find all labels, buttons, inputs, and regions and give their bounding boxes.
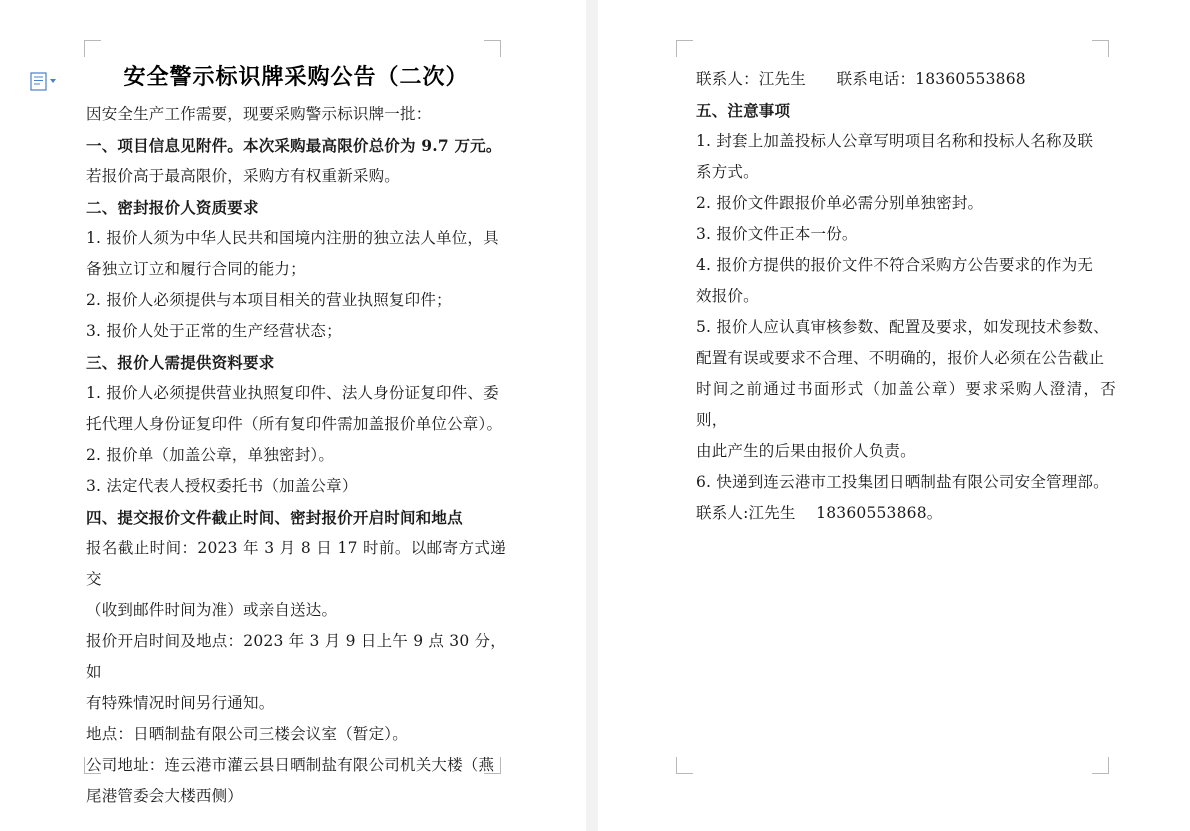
document-outline-icon bbox=[30, 72, 47, 91]
paragraph-line: 地点：日晒制盐有限公司三楼会议室（暂定）。 bbox=[86, 725, 408, 743]
chevron-down-icon bbox=[49, 77, 57, 85]
paragraph-line: 有特殊情况时间另行通知。 bbox=[86, 694, 275, 712]
paragraph-line: 3. 法定代表人授权委托书（加盖公章） bbox=[86, 477, 358, 495]
paragraph-line: 托代理人身份证复印件（所有复印件需加盖报价单位公章）。 bbox=[86, 415, 503, 433]
page-1-body bbox=[86, 99, 506, 812]
crop-mark-bottom-right bbox=[1092, 757, 1109, 774]
crop-mark-top-right bbox=[1092, 40, 1109, 57]
paragraph-line: 一、项目信息见附件。本次采购最高限价总价为 9.7 万元。 bbox=[86, 136, 502, 155]
paragraph-line: 5. 报价人应认真审核参数、配置及要求，如发现技术参数、 bbox=[696, 318, 1109, 336]
crop-mark-top-left bbox=[676, 40, 693, 57]
paragraph-line: 联系人：江先生 联系电话：18360553868 bbox=[696, 70, 1026, 88]
paragraph-line: 五、注意事项 bbox=[696, 101, 791, 120]
paragraph-line: 若报价高于最高限价，采购方有权重新采购。 bbox=[86, 167, 401, 185]
paragraph-line: （收到邮件时间为准）或亲自送达。 bbox=[86, 601, 338, 619]
paragraph-line: 报名截止时间：2023 年 3 月 8 日 17 时前。以邮寄方式递交 bbox=[86, 539, 506, 588]
crop-mark-top-right bbox=[484, 40, 501, 57]
paragraph-line: 1. 报价人须为中华人民共和国境内注册的独立法人单位，具 bbox=[86, 229, 499, 247]
paragraph-line: 效报价。 bbox=[696, 287, 759, 305]
crop-mark-top-left bbox=[84, 40, 101, 57]
paragraph-line: 四、提交报价文件截止时间、密封报价开启时间和地点 bbox=[86, 508, 463, 527]
document-badge[interactable] bbox=[30, 70, 58, 92]
page-1-content bbox=[86, 60, 506, 812]
paragraph-line: 2. 报价文件跟报价单必需分别单独密封。 bbox=[696, 194, 984, 212]
paragraph-line: 因安全生产工作需要，现要采购警示标识牌一批： bbox=[86, 105, 432, 123]
paragraph-line: 2. 报价人必须提供与本项目相关的营业执照复印件； bbox=[86, 291, 452, 309]
paragraph-line: 3. 报价文件正本一份。 bbox=[696, 225, 858, 243]
paragraph-line: 由此产生的后果由报价人负责。 bbox=[696, 442, 916, 460]
document-page-2 bbox=[598, 0, 1190, 831]
paragraph-line: 系方式。 bbox=[696, 163, 759, 181]
page-2-content bbox=[696, 64, 1116, 529]
paragraph-line: 6. 快递到连云港市工投集团日晒制盐有限公司安全管理部。 bbox=[696, 473, 1109, 491]
paragraph-line: 报价开启时间及地点：2023 年 3 月 9 日上午 9 点 30 分，如 bbox=[86, 632, 506, 681]
paragraph-line: 二、密封报价人资质要求 bbox=[86, 198, 259, 217]
paragraph-line: 1. 报价人必须提供营业执照复印件、法人身份证复印件、委 bbox=[86, 384, 499, 402]
paragraph-line: 1. 封套上加盖投标人公章写明项目名称和投标人名称及联 bbox=[696, 132, 1094, 150]
paragraph-line: 联系人:江先生 18360553868。 bbox=[696, 504, 943, 522]
paragraph-line: 尾港管委会大楼西侧） bbox=[86, 787, 244, 805]
paragraph-line: 4. 报价方提供的报价文件不符合采购方公告要求的作为无 bbox=[696, 256, 1094, 274]
paragraph-line: 3. 报价人处于正常的生产经营状态； bbox=[86, 322, 342, 340]
document-page-1 bbox=[0, 0, 586, 831]
paragraph-line: 三、报价人需提供资料要求 bbox=[86, 353, 275, 372]
paragraph-line: 公司地址：连云港市灌云县日晒制盐有限公司机关大楼（燕 bbox=[86, 756, 495, 774]
paragraph-line: 备独立订立和履行合同的能力； bbox=[86, 260, 306, 278]
page-title: 安全警示标识牌采购公告（二次） bbox=[123, 64, 469, 90]
paragraph-line: 配置有误或要求不合理、不明确的，报价人必须在公告截止 bbox=[696, 349, 1105, 367]
paragraph-line: 2. 报价单（加盖公章，单独密封）。 bbox=[86, 446, 335, 464]
paragraph-line: 时间之前通过书面形式（加盖公章）要求采购人澄清，否则， bbox=[696, 380, 1116, 429]
crop-mark-bottom-left bbox=[676, 757, 693, 774]
